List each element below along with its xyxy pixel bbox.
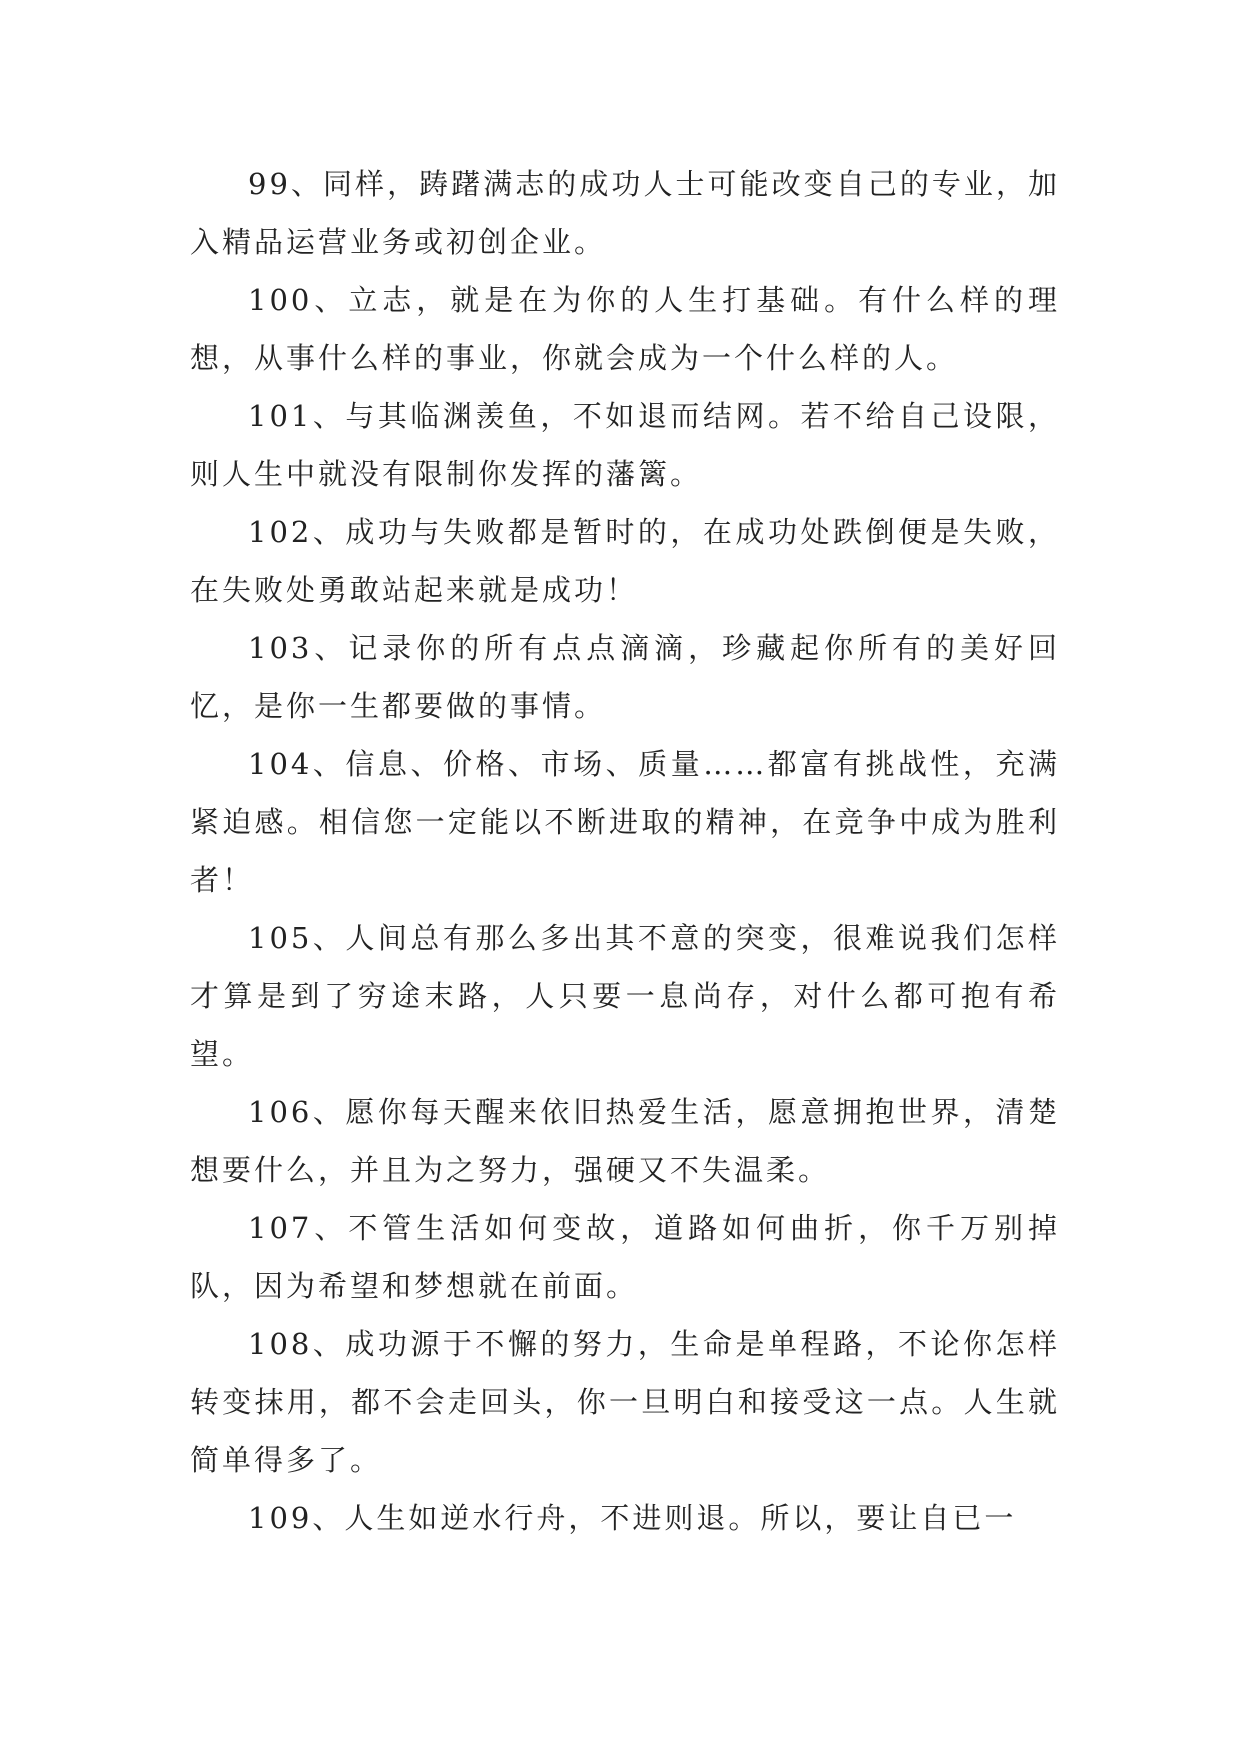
paragraph-100: 100、立志，就是在为你的人生打基础。有什么样的理想，从事什么样的事业，你就会成为一个什么样的人。 bbox=[190, 283, 1060, 375]
paragraph-105: 105、人间总有那么多出其不意的突变，很难说我们怎样才算是到了穷途末路，人只要一息尚存，对什么都可抱有希望。 bbox=[190, 921, 1060, 1071]
paragraph-102: 102、成功与失败都是暂时的，在成功处跌倒便是失败，在失败处勇敢站起来就是成功！ bbox=[190, 515, 1060, 607]
paragraph-108: 108、成功源于不懈的努力，生命是单程路，不论你怎样转变抹用，都不会走回头，你一旦明白和接受这一点。人生就简单得多了。 bbox=[190, 1327, 1060, 1477]
document-body bbox=[190, 155, 1060, 1547]
paragraph-107: 107、不管生活如何变故，道路如何曲折，你千万别掉队，因为希望和梦想就在前面。 bbox=[190, 1211, 1060, 1303]
paragraph-104: 104、信息、价格、市场、质量……都富有挑战性，充满紧迫感。相信您一定能以不断进取的精神，在竞争中成为胜利者！ bbox=[190, 747, 1060, 897]
paragraph-109: 109、人生如逆水行舟，不进则退。所以，要让自已一 bbox=[248, 1501, 1017, 1535]
paragraph-103: 103、记录你的所有点点滴滴，珍藏起你所有的美好回忆，是你一生都要做的事情。 bbox=[190, 631, 1060, 723]
paragraph-99: 99、同样，踌躇满志的成功人士可能改变自己的专业，加入精品运营业务或初创企业。 bbox=[190, 167, 1060, 259]
paragraph-101: 101、与其临渊羡鱼，不如退而结网。若不给自己设限，则人生中就没有限制你发挥的藩篱。 bbox=[190, 399, 1060, 491]
paragraph-106: 106、愿你每天醒来依旧热爱生活，愿意拥抱世界，清楚想要什么，并且为之努力，强硬又不失温柔。 bbox=[190, 1095, 1060, 1187]
